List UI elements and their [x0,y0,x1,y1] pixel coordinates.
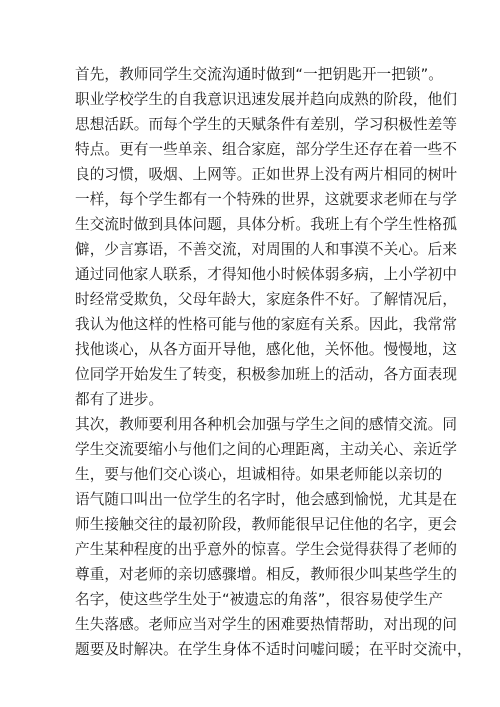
text-line: 学生交流要缩小与他们之间的心理距离，主动关心、亲近学 [75,441,458,458]
paragraph-1 [75,62,458,412]
text-line: 生失落感。老师应当对学生的困难要热情帮助，对出现的问 [75,616,458,633]
text-line: 产生某种程度的出乎意外的惊喜。学生会觉得获得了老师的 [75,541,458,558]
text-line: 思想活跃。而每个学生的天赋条件有差别，学习积极性差等 [75,116,458,133]
text-line: 通过同他家人联系，才得知他小时候体弱多病，上小学初中 [75,266,458,283]
text-line: 生交流时做到具体问题，具体分析。我班上有个学生性格孤 [75,216,458,233]
text-line: 生，要与他们交心谈心，坦诚相待。如果老师能以亲切的 [75,466,443,483]
text-line: 找他谈心，从各方面开导他，感化他，关怀他。慢慢地，这 [75,341,458,358]
text-line: 尊重，对老师的亲切感骤增。相反，教师很少叫某些学生的 [75,566,458,583]
text-line: 时经常受欺负，父母年龄大，家庭条件不好。了解情况后， [75,291,458,308]
text-line: 首先，教师同学生交流沟通时做到“一把钥匙开一把锁”。 [75,66,443,83]
text-line: 题要及时解决。在学生身体不适时问嘘问暖；在平时交流中， [75,641,472,658]
text-line: 位同学开始发生了转变，积极参加班上的活动，各方面表现 [75,366,458,383]
document-page [75,62,472,662]
text-line: 其次，教师要利用各种机会加强与学生之间的感情交流。同 [75,416,458,433]
text-line: 语气随口叫出一位学生的名字时，他会感到愉悦，尤其是在 [75,491,458,508]
text-line: 职业学校学生的自我意识迅速发展并趋向成熟的阶段，他们 [75,91,458,108]
text-line: 我认为他这样的性格可能与他的家庭有关系。因此，我常常 [75,316,458,333]
text-line: 一样，每个学生都有一个特殊的世界，这就要求老师在与学 [75,191,458,208]
text-line: 都有了进步。 [75,391,164,408]
text-line: 僻，少言寡语，不善交流，对周围的人和事漠不关心。后来 [75,241,458,258]
text-line: 名字，使这些学生处于“被遗忘的角落”，很容易使学生产 [75,591,443,608]
text-line: 良的习惯，吸烟、上网等。正如世界上没有两片相同的树叶 [75,166,458,183]
text-line: 特点。更有一些单亲、组合家庭，部分学生还存在着一些不 [75,141,458,158]
paragraph-2 [75,412,472,662]
text-line: 师生接触交往的最初阶段，教师能很早记住他的名字，更会 [75,516,458,533]
